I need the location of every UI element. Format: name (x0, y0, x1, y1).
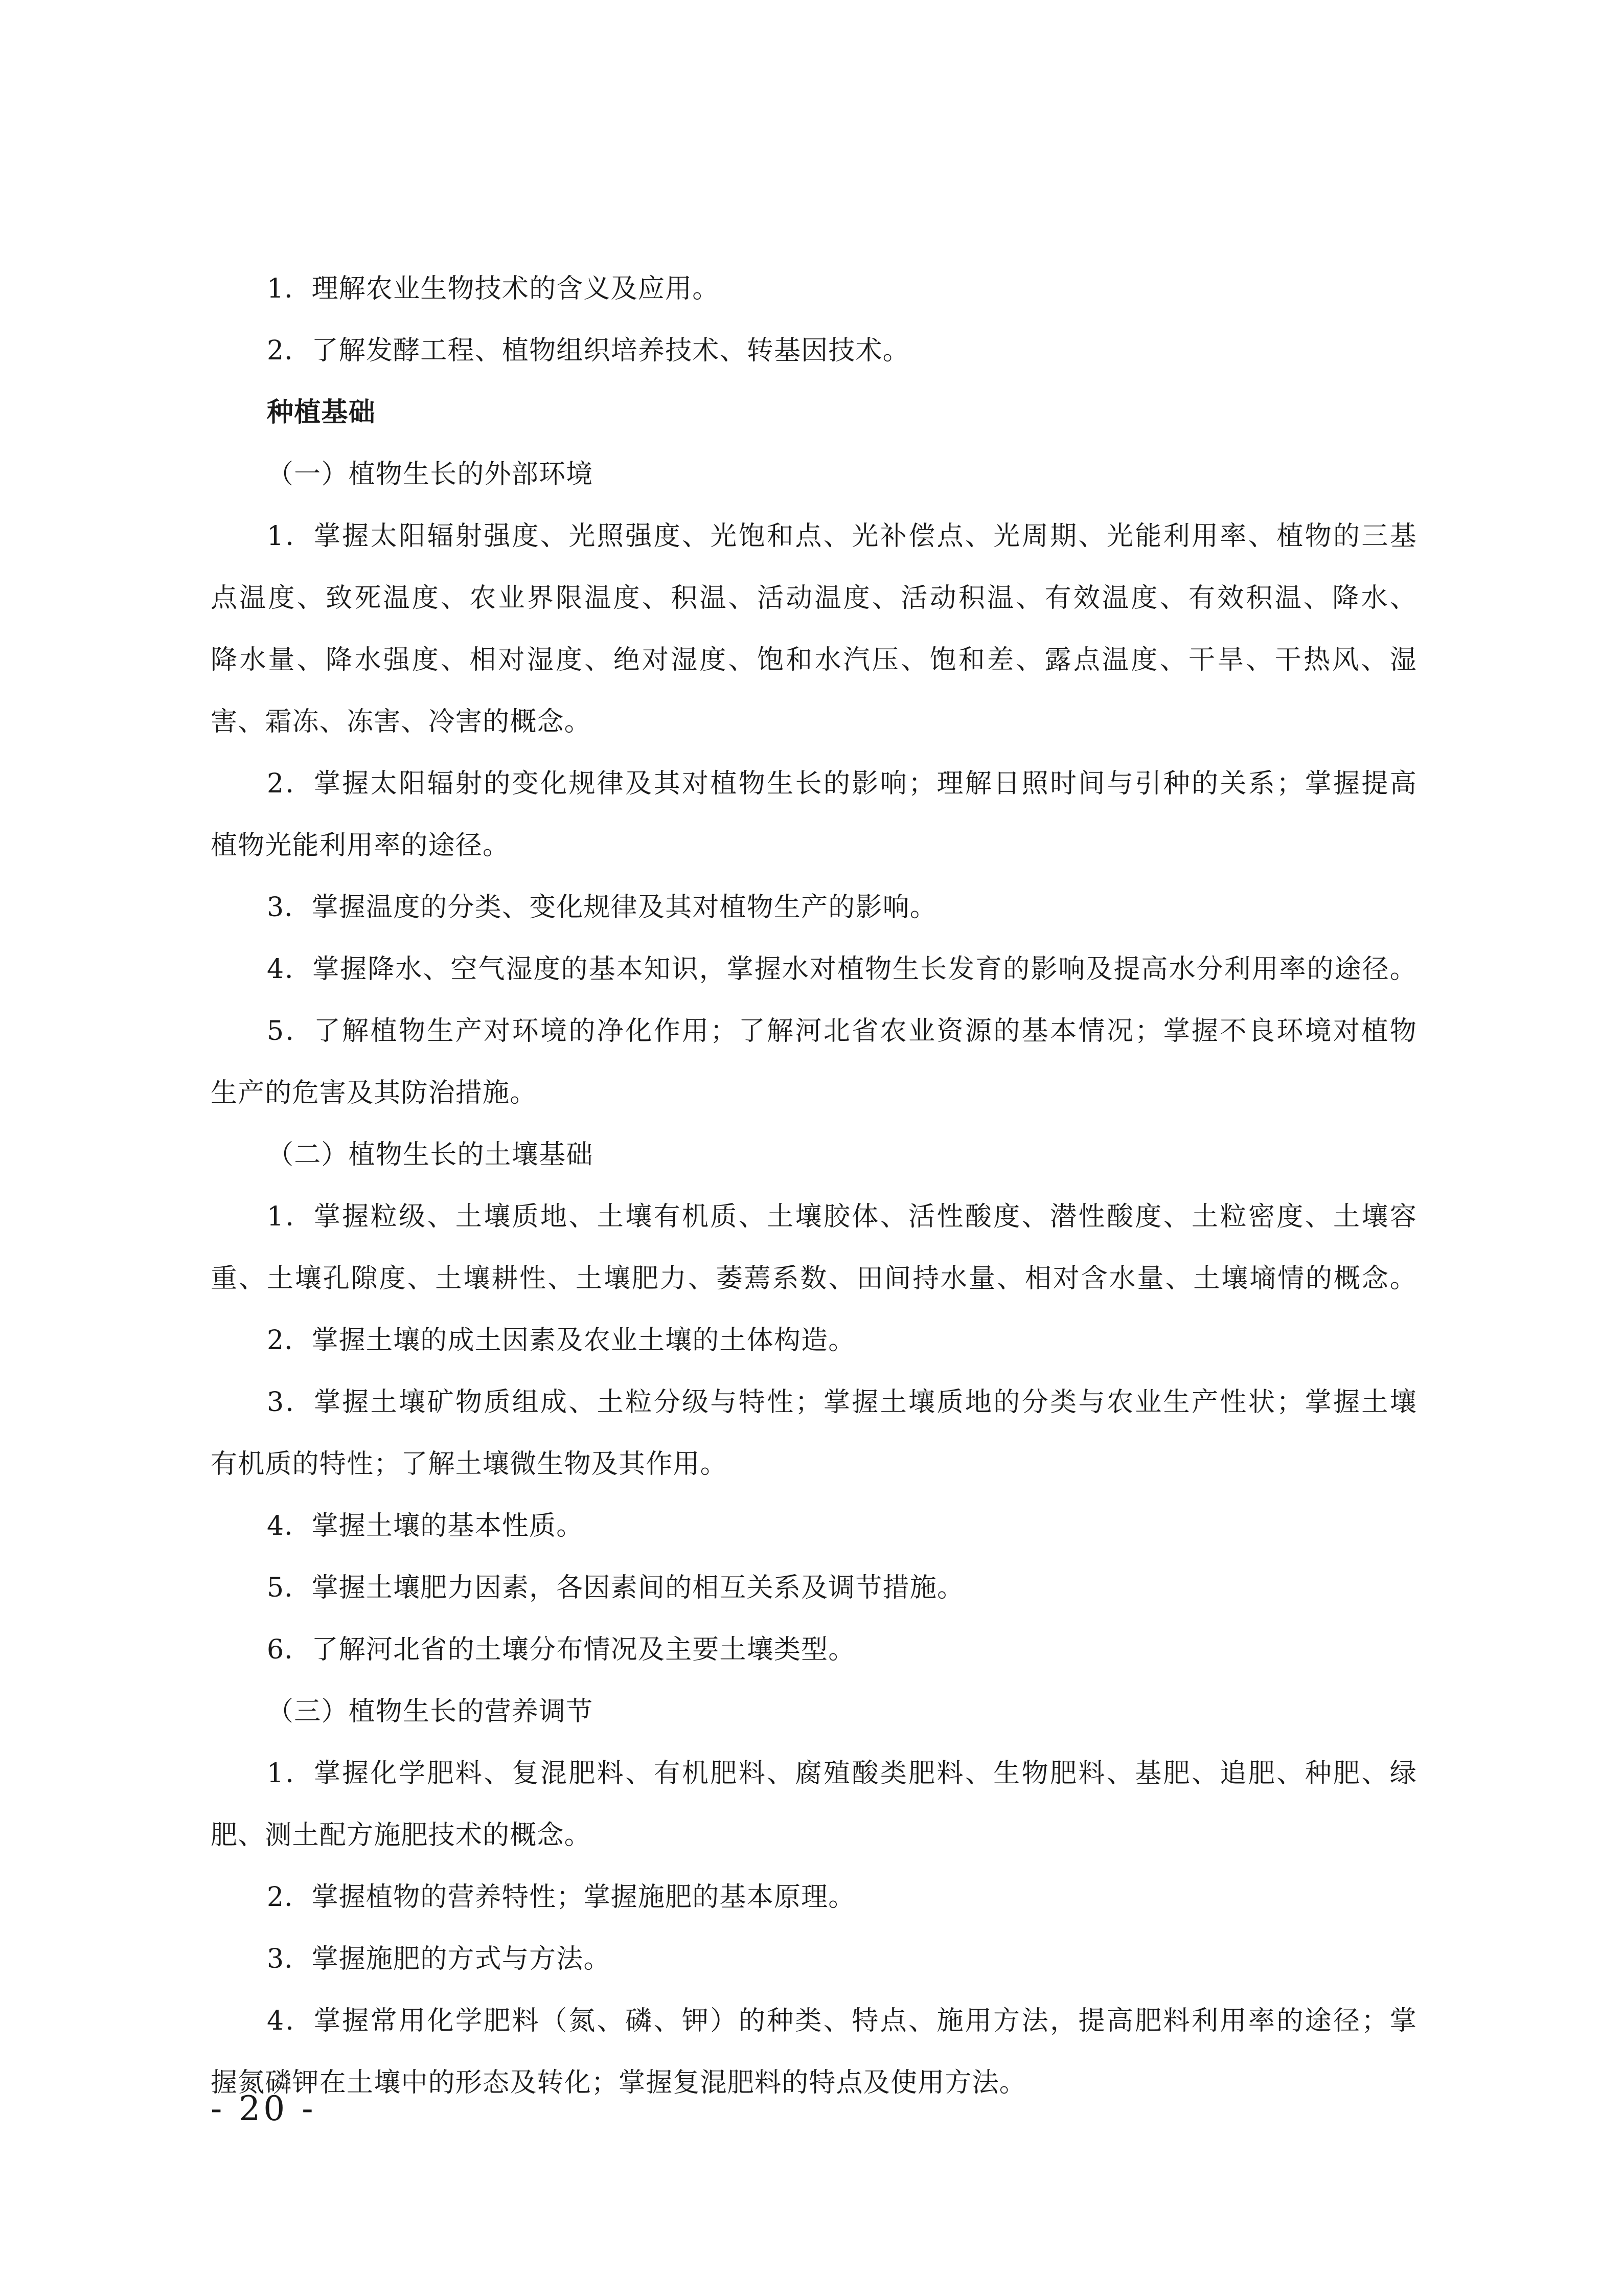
list-item: 2．掌握植物的营养特性；掌握施肥的基本原理。 (267, 1882, 856, 1913)
list-item-continuation: 重、土壤孔隙度、土壤耕性、土壤肥力、萎蔫系数、田间持水量、相对含水量、土壤墒情的概念。 (211, 1263, 1417, 1294)
list-item: 1．理解农业生物技术的含义及应用。 (267, 274, 720, 304)
list-item: 2．掌握土壤的成土因素及农业土壤的土体构造。 (267, 1325, 856, 1356)
list-item-continuation: 点温度、致死温度、农业界限温度、积温、活动温度、活动积温、有效温度、有效积温、降水、 (211, 583, 1417, 613)
subsection-heading: （二）植物生长的土壤基础 (267, 1140, 593, 1170)
list-item-continuation: 握氮磷钾在土壤中的形态及转化；掌握复混肥料的特点及使用方法。 (211, 2067, 1027, 2098)
list-item: 1．掌握粒级、土壤质地、土壤有机质、土壤胶体、活性酸度、潜性酸度、土粒密度、土壤容 (267, 1201, 1417, 1232)
list-item-continuation: 肥、测土配方施肥技术的概念。 (211, 1820, 591, 1851)
list-item: 3．掌握施肥的方式与方法。 (267, 1944, 611, 1974)
list-item: 2．了解发酵工程、植物组织培养技术、转基因技术。 (267, 335, 910, 366)
section-heading: 种植基础 (267, 397, 376, 428)
list-item: 5．掌握土壤肥力因素，各因素间的相互关系及调节措施。 (267, 1573, 965, 1603)
list-item: 4．掌握降水、空气湿度的基本知识，掌握水对植物生长发育的影响及提高水分利用率的途径。 (267, 954, 1417, 985)
list-item: 2．掌握太阳辐射的变化规律及其对植物生长的影响；理解日照时间与引种的关系；掌握提高 (267, 768, 1417, 799)
list-item: 3．掌握温度的分类、变化规律及其对植物生产的影响。 (267, 892, 938, 923)
list-item: 5．了解植物生产对环境的净化作用；了解河北省农业资源的基本情况；掌握不良环境对植物 (267, 1016, 1417, 1047)
list-item: 3．掌握土壤矿物质组成、土粒分级与特性；掌握土壤质地的分类与农业生产性状；掌握土壤 (267, 1387, 1417, 1418)
subsection-heading: （三）植物生长的营养调节 (267, 1696, 593, 1727)
list-item: 1．掌握化学肥料、复混肥料、有机肥料、腐殖酸类肥料、生物肥料、基肥、追肥、种肥、绿 (267, 1758, 1417, 1789)
document-body (211, 258, 1417, 2114)
list-item-continuation: 害、霜冻、冻害、冷害的概念。 (211, 707, 591, 737)
list-item-continuation: 降水量、降水强度、相对湿度、绝对湿度、饱和水汽压、饱和差、露点温度、干旱、干热风、湿 (211, 645, 1417, 675)
list-item: 6．了解河北省的土壤分布情况及主要土壤类型。 (267, 1634, 856, 1665)
list-item-continuation: 生产的危害及其防治措施。 (211, 1078, 537, 1108)
list-item-continuation: 植物光能利用率的途径。 (211, 830, 510, 861)
list-item: 4．掌握土壤的基本性质。 (267, 1511, 584, 1541)
page-number: - 20 - (211, 2089, 316, 2128)
list-item: 4．掌握常用化学肥料（氮、磷、钾）的种类、特点、施用方法，提高肥料利用率的途径；掌 (267, 2006, 1417, 2036)
subsection-heading: （一）植物生长的外部环境 (267, 459, 593, 490)
list-item-continuation: 有机质的特性；了解土壤微生物及其作用。 (211, 1449, 727, 1480)
list-item: 1．掌握太阳辐射强度、光照强度、光饱和点、光补偿点、光周期、光能利用率、植物的三基 (267, 521, 1417, 552)
